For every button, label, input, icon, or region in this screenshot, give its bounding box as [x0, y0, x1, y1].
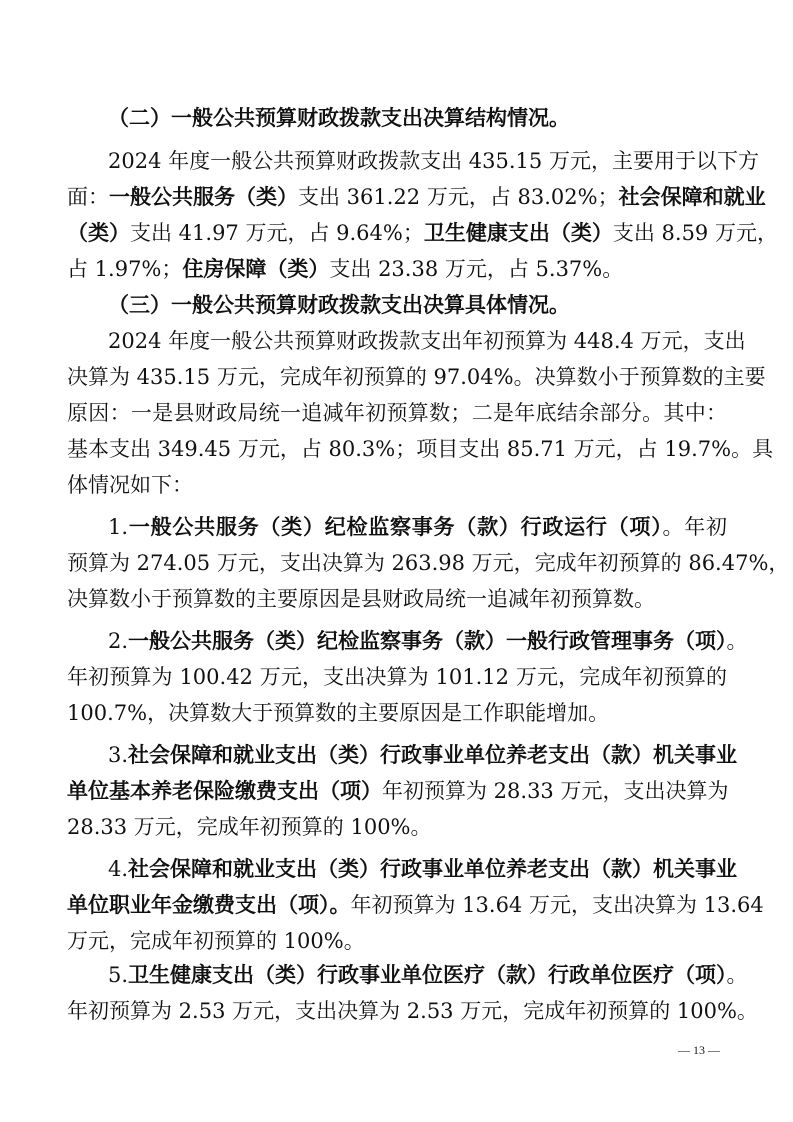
- paragraph-line: 100.7%，决算数大于预算数的主要原因是工作职能增加。: [67, 701, 610, 725]
- paragraph-line: 基本支出 349.45 万元，占 80.3%；项目支出 85.71 万元，占 19.7%。具: [67, 437, 774, 461]
- section-heading-2: （二）一般公共预算财政拨款支出决算结构情况。: [108, 105, 570, 130]
- list-item-5: 5.卫生健康支出（类）行政事业单位医疗（款）行政单位医疗（项）。: [108, 962, 748, 987]
- paragraph-line: 原因：一是县财政局统一追减年初预算数；二是年底结余部分。其中：: [67, 401, 727, 425]
- paragraph-line: 2024 年度一般公共预算财政拨款支出年初预算为 448.4 万元，支出: [108, 329, 746, 353]
- paragraph-line: 决算为 435.15 万元，完成年初预算的 97.04%。决算数小于预算数的主要: [67, 365, 766, 389]
- page-number: — 13 —: [678, 1043, 720, 1057]
- list-item-1: 1.一般公共服务（类）纪检监察事务（款）行政运行（项）。年初: [108, 514, 728, 539]
- paragraph-line: 单位职业年金缴费支出（项）。年初预算为 13.64 万元，支出决算为 13.64: [67, 892, 764, 917]
- section-heading-3: （三）一般公共预算财政拨款支出决算具体情况。: [108, 292, 570, 317]
- paragraph-line: 年初预算为 2.53 万元，支出决算为 2.53 万元，完成年初预算的 100%。: [67, 999, 758, 1023]
- list-item-3: 3.社会保障和就业支出（类）行政事业单位养老支出（款）机关事业: [108, 742, 738, 767]
- list-item-4: 4.社会保障和就业支出（类）行政事业单位养老支出（款）机关事业: [108, 856, 738, 881]
- paragraph-line: 2024 年度一般公共预算财政拨款支出 435.15 万元，主要用于以下方: [108, 149, 759, 173]
- paragraph-line: 年初预算为 100.42 万元，支出决算为 101.12 万元，完成年初预算的: [67, 665, 727, 689]
- list-item-2: 2.一般公共服务（类）纪检监察事务（款）一般行政管理事务（项）。: [108, 628, 748, 653]
- paragraph-line: 面：一般公共服务（类）支出 361.22 万元，占 83.02%；社会保障和就业: [67, 184, 766, 209]
- paragraph-line: 体情况如下：: [67, 473, 193, 497]
- paragraph-line: 决算数小于预算数的主要原因是县财政局统一追减年初预算数。: [67, 587, 655, 611]
- paragraph-line: 单位基本养老保险缴费支出（项）年初预算为 28.33 万元，支出决算为: [67, 778, 729, 803]
- paragraph-line: 预算为 274.05 万元，支出决算为 263.98 万元，完成年初预算的 86.47%，: [67, 551, 790, 575]
- paragraph-line: 万元，完成年初预算的 100%。: [67, 929, 365, 953]
- paragraph-line: 28.33 万元，完成年初预算的 100%。: [67, 815, 432, 839]
- paragraph-line: （类）支出 41.97 万元，占 9.64%；卫生健康支出（类）支出 8.59 万元，: [67, 220, 778, 245]
- paragraph-line: 占 1.97%；住房保障（类）支出 23.38 万元，占 5.37%。: [67, 256, 624, 281]
